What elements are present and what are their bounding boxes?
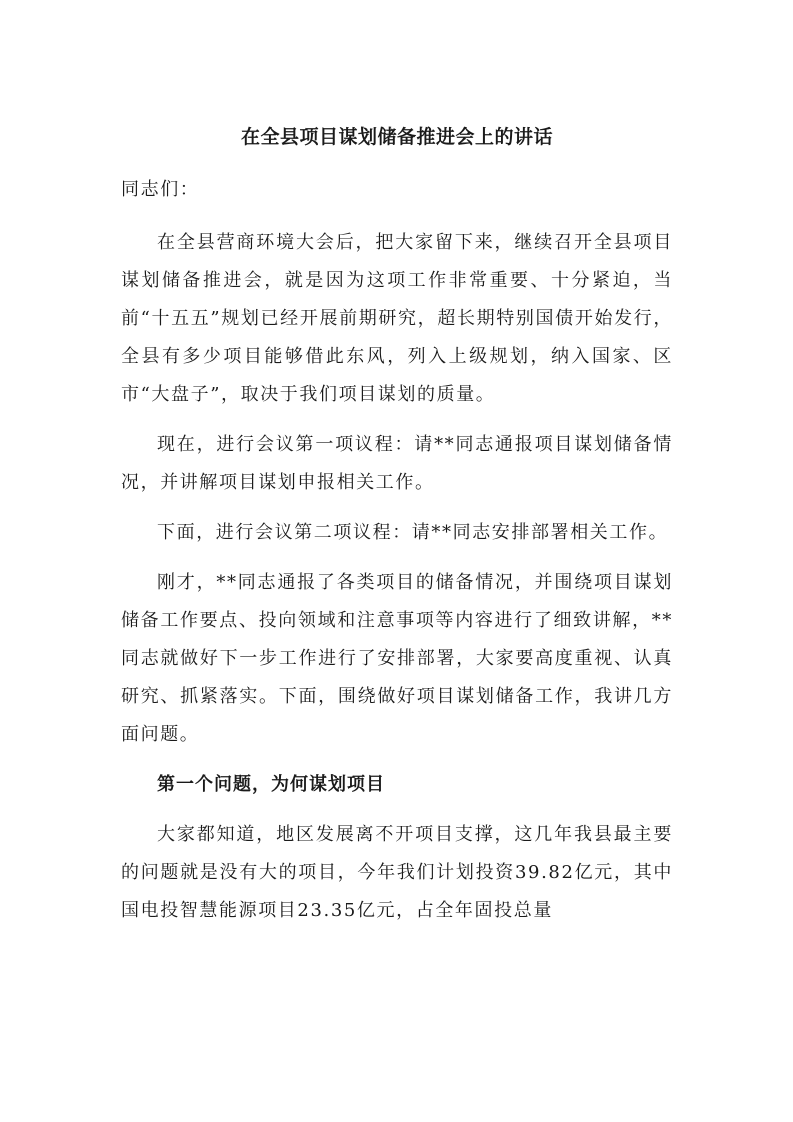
salutation: 同志们： (121, 179, 200, 200)
paragraph-summary: 刚才，**同志通报了各类项目的储备情况，并围绕项目谋划储备工作要点、投向领域和注意事项等内容进行了细致讲解，**同志就做好下一步工作进行了安排部署，大家要高度重视、认真研究、抓紧落实。下面，围绕做好项目谋划储备工作，我讲几方面问题。 (121, 572, 673, 745)
document-body (121, 118, 673, 942)
paragraph-intro: 在全县营商环境大会后，把大家留下来，继续召开全县项目谋划储备推进会，就是因为这项工作非常重要、十分紧迫，当前“十五五”规划已经开展前期研究，超长期特别国债开始发行，全县有多少项目能够借此东风，列入上级规划，纳入国家、区市“大盘子”，取决于我们项目谋划的质量。 (121, 232, 673, 405)
section-heading: 第一个问题，为何谋划项目 (157, 774, 385, 795)
document-title: 在全县项目谋划储备推进会上的讲话 (240, 126, 553, 148)
paragraph-agenda-second: 下面，进行会议第二项议程：请**同志安排部署相关工作。 (157, 522, 669, 543)
paragraph-agenda-first: 现在，进行会议第一项议程：请**同志通报项目谋划储备情况，并讲解项目谋划申报相关工作。 (121, 434, 673, 493)
paragraph-section-one: 大家都知道，地区发展离不开项目支撑，这几年我县最主要的问题就是没有大的项目，今年我们计划投资39.82亿元，其中国电投智慧能源项目23.35亿元，占全年固投总量 (121, 824, 673, 921)
